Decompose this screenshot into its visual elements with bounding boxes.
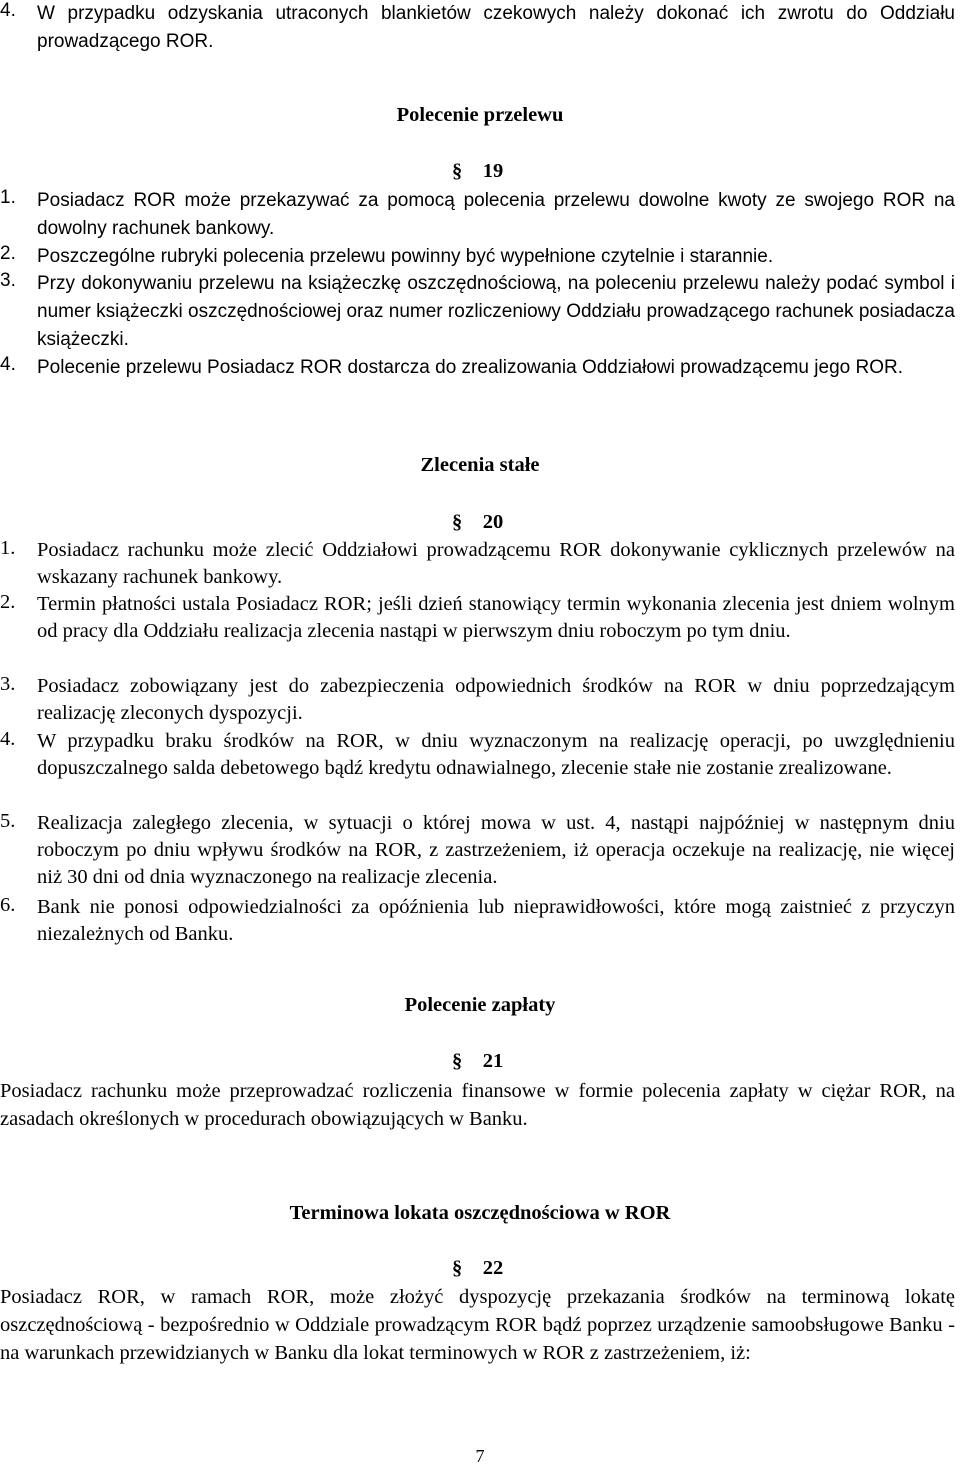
- list-number: 1.: [0, 537, 16, 559]
- list-item: [0, 537, 960, 591]
- list-text: Poszczególne rubryki polecenia przelewu powinny być wypełnione czytelnie i starannie.: [37, 246, 774, 267]
- section-number: 22: [482, 1257, 504, 1279]
- section-heading-polecenie-przelewu: Polecenie przelewu: [396, 104, 564, 126]
- list-number: 3.: [0, 270, 16, 291]
- section-number-19: [452, 160, 509, 183]
- section-number-21: [452, 1050, 509, 1073]
- section-heading-terminowa-lokata: Terminowa lokata oszczędnościowa w ROR: [289, 1202, 671, 1224]
- section-number: 21: [482, 1050, 504, 1072]
- list-number: 4.: [0, 728, 16, 750]
- list-text: W przypadku braku środków na ROR, w dniu wyznaczonym na realizację operacji, po uwzględnieniu dopuszczalnego salda debetowego bądź kredytu odnawialnego, zlecenie stałe nie zostanie zrealizowane.: [37, 730, 955, 779]
- list-item: [0, 728, 960, 782]
- list-text: Posiadacz ROR może przekazywać za pomocą polecenia przelewu dowolne kwoty ze swojego ROR na dowolny rachunek bankowy.: [37, 190, 955, 239]
- list-item: [0, 673, 960, 727]
- list-number: 6.: [0, 894, 16, 916]
- paragraph: Posiadacz ROR, w ramach ROR, może złożyć dyspozycję przekazania środków na terminową lokatę oszczędnościową - bezpośrednio w Oddziale prowadzącym ROR bądź poprzez urządzenie samoobsługowe Banku - na warunkach przewidzianych w Banku dla lokat terminowych w ROR z zastrzeżeniem, iż:: [0, 1286, 955, 1364]
- list-number: 2.: [0, 243, 16, 264]
- section-symbol: §: [452, 1257, 463, 1279]
- list-item: [0, 0, 960, 56]
- list-text: Przy dokonywaniu przelewu na książeczkę oszczędnościową, na poleceniu przelewu należy podać symbol i numer książeczki oszczędnościowej oraz numer rozliczeniowy Oddziału prowadzącego rachunek posiadacza książeczki.: [37, 273, 955, 350]
- page-number: 7: [475, 1446, 485, 1466]
- list-text: Termin płatności ustala Posiadacz ROR; jeśli dzień stanowiący termin wykonania zlecenia jest dniem wolnym od pracy dla Oddziału realizacja zlecenia nastąpi w pierwszym dniu roboczym po tym dniu.: [37, 593, 955, 642]
- section-symbol: §: [452, 1050, 463, 1072]
- list-number: 3.: [0, 673, 16, 695]
- list-item: [0, 354, 960, 382]
- section-number-22: [452, 1257, 509, 1280]
- section-heading-zlecenia-stale: Zlecenia stałe: [420, 454, 540, 476]
- list-item: [0, 894, 960, 948]
- list-item: [0, 187, 960, 243]
- section-number: 20: [482, 511, 504, 533]
- list-item: [0, 591, 960, 645]
- paragraph: Posiadacz rachunku może przeprowadzać rozliczenia finansowe w formie polecenia zapłaty w ciężar ROR, na zasadach określonych w procedurach obowiązujących w Banku.: [0, 1080, 955, 1130]
- list-number: 4.: [0, 0, 16, 21]
- section-heading-polecenie-zaplaty: Polecenie zapłaty: [404, 994, 556, 1016]
- list-number: 4.: [0, 354, 16, 375]
- list-item: [0, 243, 960, 271]
- list-text: Realizacja zaległego zlecenia, w sytuacji o której mowa w ust. 4, nastąpi najpóźniej w następnym dniu roboczym po dniu wpływu środków na ROR, z zastrzeżeniem, iż operacja oczekuje na realizację, nie więcej niż 30 dni od dnia wyznaczonego na realizacje zlecenia.: [37, 812, 955, 888]
- list-number: 5.: [0, 810, 16, 832]
- section-number-20: [452, 511, 509, 534]
- section-symbol: §: [452, 511, 463, 533]
- section-number: 19: [482, 160, 504, 182]
- list-text: Polecenie przelewu Posiadacz ROR dostarcza do zrealizowania Oddziałowi prowadzącemu jego ROR.: [37, 357, 903, 378]
- list-number: 2.: [0, 591, 16, 613]
- list-item: [0, 810, 960, 891]
- list-text: Posiadacz zobowiązany jest do zabezpieczenia odpowiednich środków na ROR w dniu poprzedzającym realizację zleconych dyspozycji.: [37, 675, 955, 724]
- list-text: W przypadku odzyskania utraconych blankietów czekowych należy dokonać ich zwrotu do Oddziału prowadzącego ROR.: [37, 3, 955, 52]
- section-symbol: §: [452, 160, 463, 182]
- list-number: 1.: [0, 187, 16, 208]
- list-item: [0, 270, 960, 354]
- list-text: Posiadacz rachunku może zlecić Oddziałowi prowadzącemu ROR dokonywanie cyklicznych przelewów na wskazany rachunek bankowy.: [37, 539, 955, 588]
- list-text: Bank nie ponosi odpowiedzialności za opóźnienia lub nieprawidłowości, które mogą zaistnieć z przyczyn niezależnych od Banku.: [37, 896, 955, 945]
